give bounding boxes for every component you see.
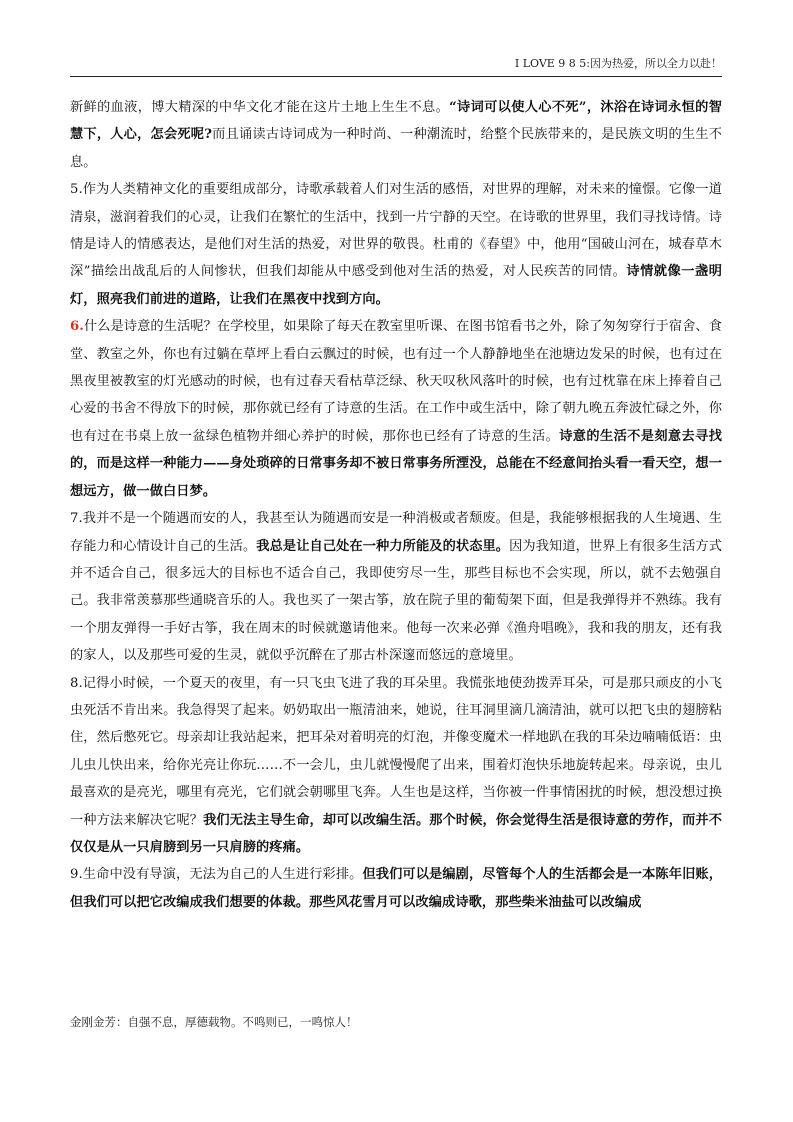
- bold-sentence: 我们无法主导生命，却可以改编生活。那个时候，你会觉得生活是很诗意的劳作，而并不仅仅是从一只肩膀到另一只肩膀的疼痛。: [70, 812, 723, 855]
- paragraph-continued: 新鲜的血液，博大精深的中华文化才能在这片土地上生生不息。“诗词可以使人心不死”，沐浴在诗词永恒的智慧下，人心，怎会死呢?而且诵读古诗词成为一种时尚、一种潮流时，给整个民族带来的，是民族文明的生生不息。: [70, 100, 722, 170]
- page-header: [70, 56, 722, 77]
- paragraph-7: 7.我并不是一个随遇而安的人，我甚至认为随遇而安是一种消极或者颓废。但是，我能够根据我的人生境遇、生存能力和心情设计自己的生活。我总是让自己处在一种力所能及的状态里。因为我知道，世界上有很多生活方式并不适合自己，很多远大的目标也不适合自己，我即使穷尽一生，那些目标也不会实现，所以，就不去勉强自己。我非常羡慕那些通晓音乐的人。我也买了一架古筝，放在院子里的葡萄架下面，但是我弹得并不熟练。我有一个朋友弹得一手好古筝，我在周末的时候就邀请他来。他每一次来必弹《渔舟唱晚》，我和我的朋友，还有我的家人，以及那些可爱的生灵，就似乎沉醉在了那古朴深邃而悠远的意境里。: [70, 511, 723, 664]
- bold-sentence: 诗意的生活不是刻意去寻找的，而是这样一种能力——身处琐碎的日常事务却不被日常事务所湮没，总能在不经意间抬头看一看天空，想一想远方，做一做白日梦。: [70, 428, 722, 499]
- paragraph-6: 6.什么是诗意的生活呢？在学校里，如果除了每天在教室里听课、在图书馆看书之外，除了匆匆穿行于宿舍、食堂、教室之外，你也有过躺在草坪上看白云飘过的时候，也有过一个人静静地坐在池塘边发呆的时候，也有过在黑夜里被教室的灯光感动的时候，也有过春天看枯草泛绿、秋天叹秋风落叶的时候，也有过枕靠在床上捧着自己心爱的书舍不得放下的时候，那你就已经有了诗意的生活。在工作中或生活中，除了朝九晚五奔波忙碌之外，你也有过在书桌上放一盆绿色植物并细心养护的时候，那你也已经有了诗意的生活。诗意的生活不是刻意去寻找的，而是这样一种能力——身处琐碎的日常事务却不被日常事务所湮没，总能在不经意间抬头看一看天空，想一想远方，做一做白日梦。: [70, 319, 722, 499]
- paragraph-8: 8.记得小时候，一个夏天的夜里，有一只飞虫飞进了我的耳朵里。我慌张地使劲拨弄耳朵，可是那只顽皮的小飞虫死活不肯出来。我急得哭了起来。奶奶取出一瓶清油来，她说，往耳洞里滴几滴清油，就可以把飞虫的翅膀粘住，然后憋死它。母亲却让我站起来，把耳朵对着明亮的灯泡，并像变魔术一样地趴在我的耳朵边喃喃低语：虫儿虫儿快出来，给你光亮让你玩……不一会儿，虫儿就慢慢爬了出来，围着灯泡快乐地旋转起来。母亲说，虫儿最喜欢的是亮光，哪里有亮光，它们就会朝哪里飞奔。人生也是这样，当你被一件事情困扰的时候，想没想过换一种方法来解决它呢？我们无法主导生命，却可以改编生活。那个时候，你会觉得生活是很诗意的劳作，而并不仅仅是从一只肩膀到另一只肩膀的疼痛。: [70, 675, 723, 855]
- paragraph-5: 5.作为人类精神文化的重要组成部分，诗歌承载着人们对生活的感悟，对世界的理解，对未来的憧憬。它像一道清泉，滋润着我们的心灵，让我们在繁忙的生活中，找到一片宁静的天空。在诗歌的世界里，我们寻找诗情。诗情是诗人的情感表达，是他们对生活的热爱，对世界的敬畏。杜甫的《春望》中，他用“国破山河在，城春草木深”描绘出战乱后的人间惨状，但我们却能从中感受到他对生活的热爱，对人民疾苦的同情。诗情就像一盏明灯，照亮我们前进的道路，让我们在黑夜中找到方向。: [70, 182, 722, 307]
- bold-sentence: 我总是让自己处在一种力所能及的状态里。: [256, 538, 510, 554]
- paragraph-number: 6.: [70, 319, 84, 335]
- bold-sentence: 诗情就像一盏明灯，照亮我们前进的道路，让我们在黑夜中找到方向。: [70, 264, 722, 307]
- page-footer: [70, 1014, 358, 1030]
- article-body: [70, 94, 722, 916]
- header-slogan: I LOVE 9 8 5:因为热爱，所以全力以赴！: [514, 57, 722, 70]
- paragraph-9: 9.生命中没有导演，无法为自己的人生进行彩排。但我们可以是编剧，尽管每个人的生活都会是一本陈年旧账，但我们可以把它改编成我们想要的体裁。那些风花雪月可以改编成诗歌，那些柴米油盐可以改编成: [70, 867, 722, 910]
- bold-sentence: 但我们可以是编剧，尽管每个人的生活都会是一本陈年旧账，但我们可以把它改编成我们想要的体裁。那些风花雪月可以改编成诗歌，那些柴米油盐可以改编成: [70, 867, 722, 910]
- footer-motto: 金刚金芳：自强不息，厚德载物。不鸣则已，一鸣惊人！: [70, 1015, 358, 1029]
- bold-sentence: “诗词可以使人心不死”，沐浴在诗词永恒的智慧下，人心，怎会死呢?: [70, 100, 722, 143]
